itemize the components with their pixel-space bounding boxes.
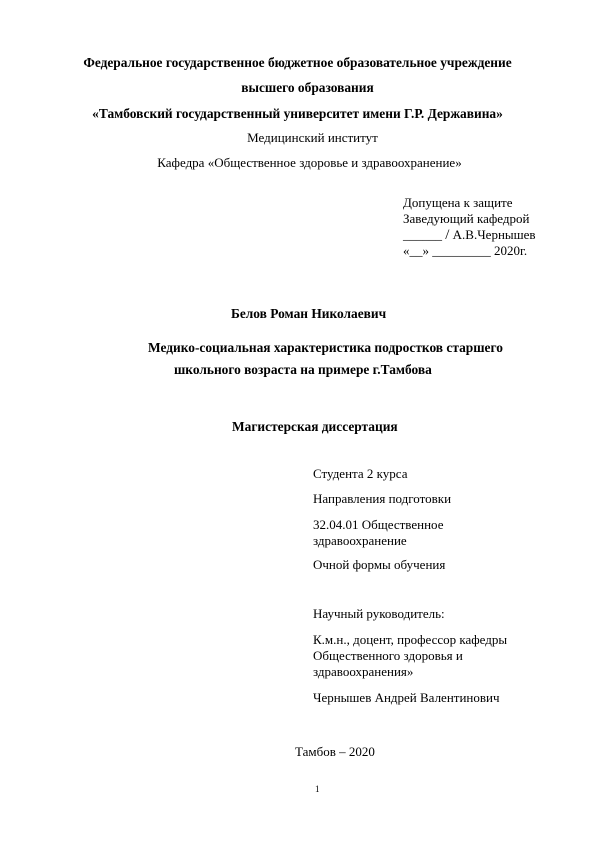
supervisor-title-line2: Общественного здоровья и xyxy=(313,648,463,663)
student-info xyxy=(313,466,407,482)
approval-head-title: Заведующий кафедрой xyxy=(403,211,530,226)
student-direction-block xyxy=(313,517,443,549)
supervisor-title-block xyxy=(313,632,507,680)
student-direction-line1: 32.04.01 Общественное xyxy=(313,517,444,532)
author-name: Белов Роман Николаевич xyxy=(231,306,387,321)
student-form-block xyxy=(313,557,445,573)
work-type: Магистерская диссертация xyxy=(232,419,398,434)
institution-name-line1: Федеральное государственное бюджетное образовательное учреждение xyxy=(83,55,512,70)
student-direction-line2: здравоохранение xyxy=(313,533,407,548)
thesis-title-line1: Медико-социальная характеристика подростков старшего xyxy=(148,340,503,355)
approval-admitted: Допущена к защите xyxy=(403,195,513,210)
supervisor-label: Научный руководитель: xyxy=(313,606,445,621)
student-direction-label-block xyxy=(313,491,451,507)
approval-date-line: «__» _________ 2020г. xyxy=(403,243,528,258)
institute-name: Медицинский институт xyxy=(247,130,378,145)
department-name: Кафедра «Общественное здоровье и здравоохранение» xyxy=(157,155,462,170)
city-year: Тамбов – 2020 xyxy=(295,744,375,759)
thesis-title-line2: школьного возраста на примере г.Тамбова xyxy=(174,362,432,377)
supervisor-title-line3: здравоохранения» xyxy=(313,664,414,679)
approval-signature-line xyxy=(403,227,536,243)
institution-name-line2: высшего образования xyxy=(241,80,374,95)
student-study-form: Очной формы обучения xyxy=(313,557,446,572)
supervisor-label-block xyxy=(313,606,445,622)
supervisor-title-line1: К.м.н., доцент, профессор кафедры xyxy=(313,632,508,647)
student-course: Студента 2 курса xyxy=(313,466,408,481)
signature-blank: ______ xyxy=(403,227,442,242)
signature-name: А.В.Чернышев xyxy=(452,227,536,242)
supervisor-name-block xyxy=(313,690,500,706)
signature-slash: / xyxy=(445,227,450,243)
student-direction-label: Направления подготовки xyxy=(313,491,452,506)
page-number: 1 xyxy=(315,784,320,794)
supervisor-name: Чернышев Андрей Валентинович xyxy=(313,690,500,705)
approval-block xyxy=(403,195,536,259)
university-name: «Тамбовский государственный университет имени Г.Р. Державина» xyxy=(92,106,503,121)
